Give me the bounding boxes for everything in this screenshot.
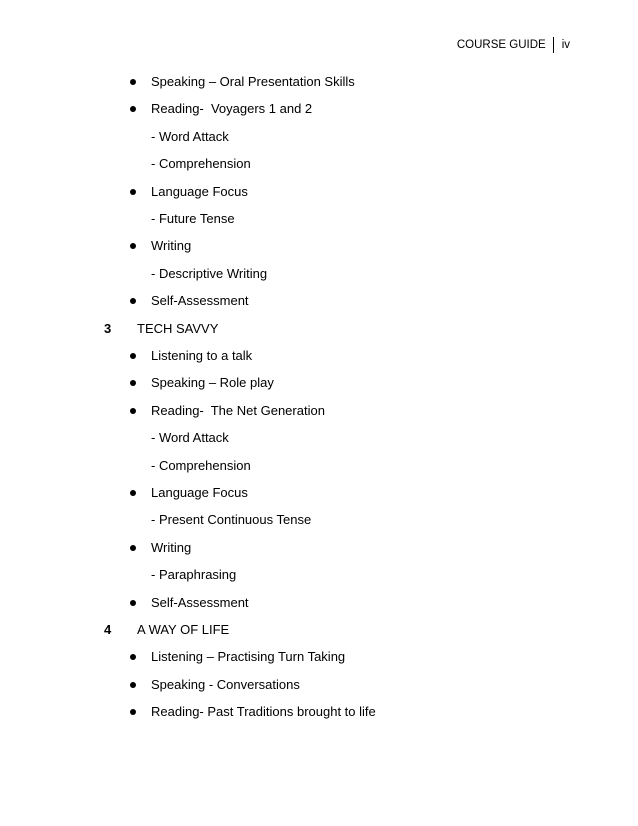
bullet-icon	[130, 298, 136, 304]
sub-item: - Present Continuous Tense	[151, 512, 312, 528]
bullet-icon	[130, 490, 136, 496]
bullet-item: Listening to a talk	[151, 348, 253, 363]
header-title: COURSE GUIDE	[456, 39, 546, 51]
bullet-item: Reading- Past Traditions brought to life	[151, 704, 376, 720]
sub-item: - Comprehension	[151, 457, 251, 473]
bullet-icon	[130, 709, 136, 715]
unit-number: 3	[104, 320, 112, 336]
sub-item: - Word Attack	[151, 128, 229, 144]
bullet-item: Speaking - Conversations	[151, 676, 300, 692]
sub-item: - Word Attack	[151, 430, 229, 446]
bullet-icon	[130, 79, 136, 85]
unit-title: TECH SAVVY	[137, 320, 219, 336]
sub-item: - Paraphrasing	[151, 567, 237, 583]
sub-item: - Descriptive Writing	[151, 265, 268, 281]
bullet-item: Speaking – Oral Presentation Skills	[151, 74, 355, 89]
bullet-item: Speaking – Role play	[151, 375, 274, 391]
bullet-item: Language Focus	[151, 485, 248, 500]
bullet-icon	[130, 408, 136, 414]
bullet-item: Listening – Practising Turn Taking	[151, 649, 346, 665]
sub-item: - Comprehension	[151, 156, 251, 172]
bullet-icon	[130, 353, 136, 359]
bullet-icon	[130, 654, 136, 660]
page-number: iv	[561, 39, 570, 51]
bullet-item: Language Focus	[151, 183, 248, 199]
bullet-icon	[130, 380, 136, 386]
bullet-icon	[130, 545, 136, 551]
sub-item: - Future Tense	[151, 211, 235, 226]
bullet-item: Writing	[151, 238, 192, 254]
bullet-icon	[130, 189, 136, 195]
bullet-icon	[130, 243, 136, 249]
bullet-item: Reading- The Net Generation	[151, 402, 325, 418]
page-header	[457, 36, 570, 54]
bullet-item: Writing	[151, 539, 192, 555]
header-divider	[553, 37, 554, 53]
unit-number: 4	[104, 622, 112, 637]
unit-title: A WAY OF LIFE	[137, 622, 230, 637]
bullet-icon	[130, 682, 136, 688]
bullet-item: Self-Assessment	[151, 293, 249, 309]
bullet-icon	[130, 600, 136, 606]
bullet-icon	[130, 106, 136, 112]
bullet-item: Reading- Voyagers 1 and 2	[151, 101, 313, 117]
bullet-item: Self-Assessment	[151, 594, 249, 610]
